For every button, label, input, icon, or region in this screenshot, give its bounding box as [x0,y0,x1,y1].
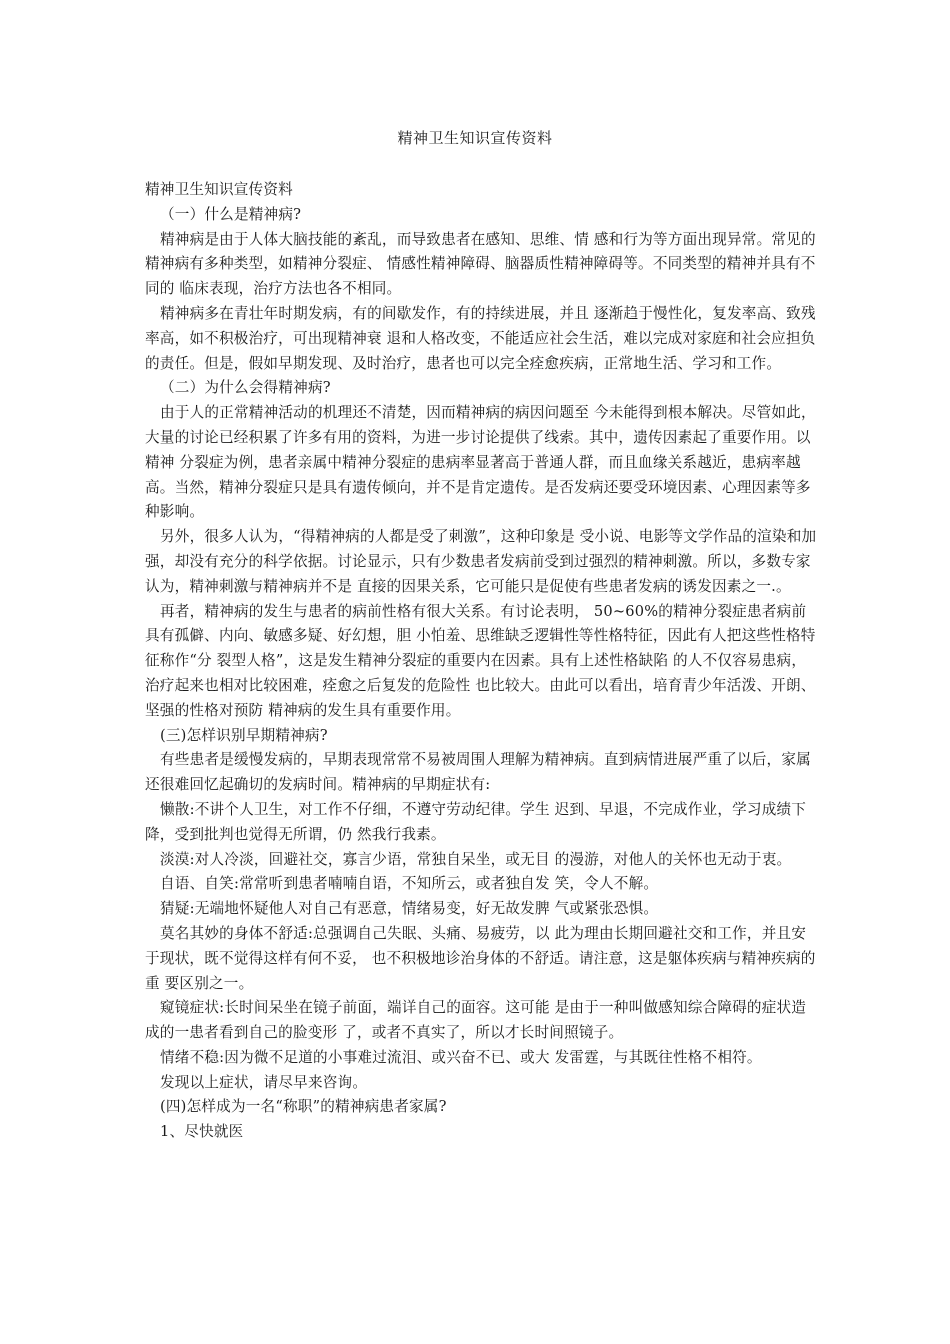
paragraph: 再者，精神病的发生与患者的病前性格有很大关系。有讨论表明， 50~60%的精神分裂症患者病前具有孤僻、内向、敏感多疑、好幻想，胆 小怕羞、思维缺乏逻辑性等性格特征，因此有人把这些性格特征称作“分 裂型人格”，这是发生精神分裂症的重要内在因素。具有上述性格缺陷 的人不仅容易患病，治疗起来也相对比较困难，痊愈之后复发的危险性 也比较大。由此可以看出，培育青少年活泼、开朗、坚强的性格对预防 精神病的发生具有重要作用。 [145,602,816,719]
paragraph: 由于人的正常精神活动的机理还不清楚，因而精神病的病因问题至 今未能得到根本解决。尽管如此，大量的讨论已经积累了许多有用的资料，为进一步讨论提供了线索。其中，遗传因素起了重要作用。以精神 分裂症为例，患者亲属中精神分裂症的患病率显著高于普通人群，而且血缘关系越近，患病率越高。当然，精神分裂症只是具有遗传倾向，并不是肯定遗传。是否发病还要受环境因素、心理因素等多种影响。 [145,404,816,521]
symptom-item: 窥镜症状:长时间呆坐在镜子前面，端详自己的面容。这可能 是由于一种叫做感知综合障碍的症状造成的一患者看到自己的脸变形 了，或者不真实了，所以才长时间照镜子。 [145,999,807,1042]
paragraph: 发现以上症状，请尽早来咨询。 [160,1073,368,1091]
symptom-item: 自语、自笑:常常听到患者喃喃自语，不知所云，或者独自发 笑，令人不解。 [160,875,659,893]
section-heading-3: (三)怎样识别早期精神病? [160,726,328,744]
paragraph: 有些患者是缓慢发病的，早期表现常常不易被周围人理解为精神病。直到病情进展严重了以后，家属还很难回忆起确切的发病时间。精神病的早期症状有: [145,751,811,794]
symptom-item: 猜疑:无端地怀疑他人对自己有恶意，情绪易变，好无故发脾 气或紧张恐惧。 [160,900,659,918]
section-heading-2: （二）为什么会得精神病? [160,379,331,397]
symptom-item: 莫名其妙的身体不舒适:总强调自己失眠、头痛、易疲劳，以 此为理由长期回避社交和工作，并且安于现状，既不觉得这样有何不妥， 也不积极地诊治身体的不舒适。请注意，这是躯体疾病与精神疾病的重 要区别之一。 [145,924,816,992]
list-item: 1、尽快就医 [160,1123,244,1141]
document-title: 精神卫生知识宣传资料 [397,129,553,147]
paragraph: 另外，很多人认为，“得精神病的人都是受了刺激”，这种印象是 受小说、电影等文学作品的渲染和加强，却没有充分的科学依据。讨论显示，只有少数患者发病前受到过强烈的精神刺激。所以，多数专家认为，精神刺激与精神病并不是 直接的因果关系，它可能只是促使有些患者发病的诱发因素之一.。 [145,528,817,595]
document-body [145,178,817,1145]
symptom-item: 淡漠:对人冷淡，回避社交，寡言少语，常独自呆坐，或无目 的漫游，对他人的关怀也无动于衷。 [160,850,792,868]
symptom-item: 情绪不稳:因为微不足道的小事难过流泪、或兴奋不已、或大 发雷霆，与其既往性格不相符。 [160,1048,762,1066]
section-heading-4: (四)怎样成为一名“称职”的精神病患者家属? [160,1098,447,1116]
symptom-item: 懒散:不讲个人卫生，对工作不仔细，不遵守劳动纪律。学生 迟到、早退，不完成作业，学习成绩下降，受到批判也觉得无所谓，仍 然我行我素。 [145,800,807,843]
paragraph: 精神病是由于人体大脑技能的紊乱，而导致患者在感知、思维、情 感和行为等方面出现异常。常见的精神病有多种类型，如精神分裂症、 情感性精神障碍、脑器质性精神障碍等。不同类型的精神并具有不同的 临床表现，治疗方法也各不相同。 [145,230,816,298]
paragraph: 精神病多在青壮年时期发病，有的间歇发作，有的持续进展，并且 逐渐趋于慢性化，复发率高、致残率高，如不积极治疗，可出现精神衰 退和人格改变，不能适应社会生活，难以完成对家庭和社会应担负的责任。但是，假如早期发现、及时治疗，患者也可以完全痊愈疾病，正常地生活、学习和工作。 [145,304,816,372]
document-subtitle: 精神卫生知识宣传资料 [145,181,293,198]
section-heading-1: （一）什么是精神病? [160,205,302,223]
